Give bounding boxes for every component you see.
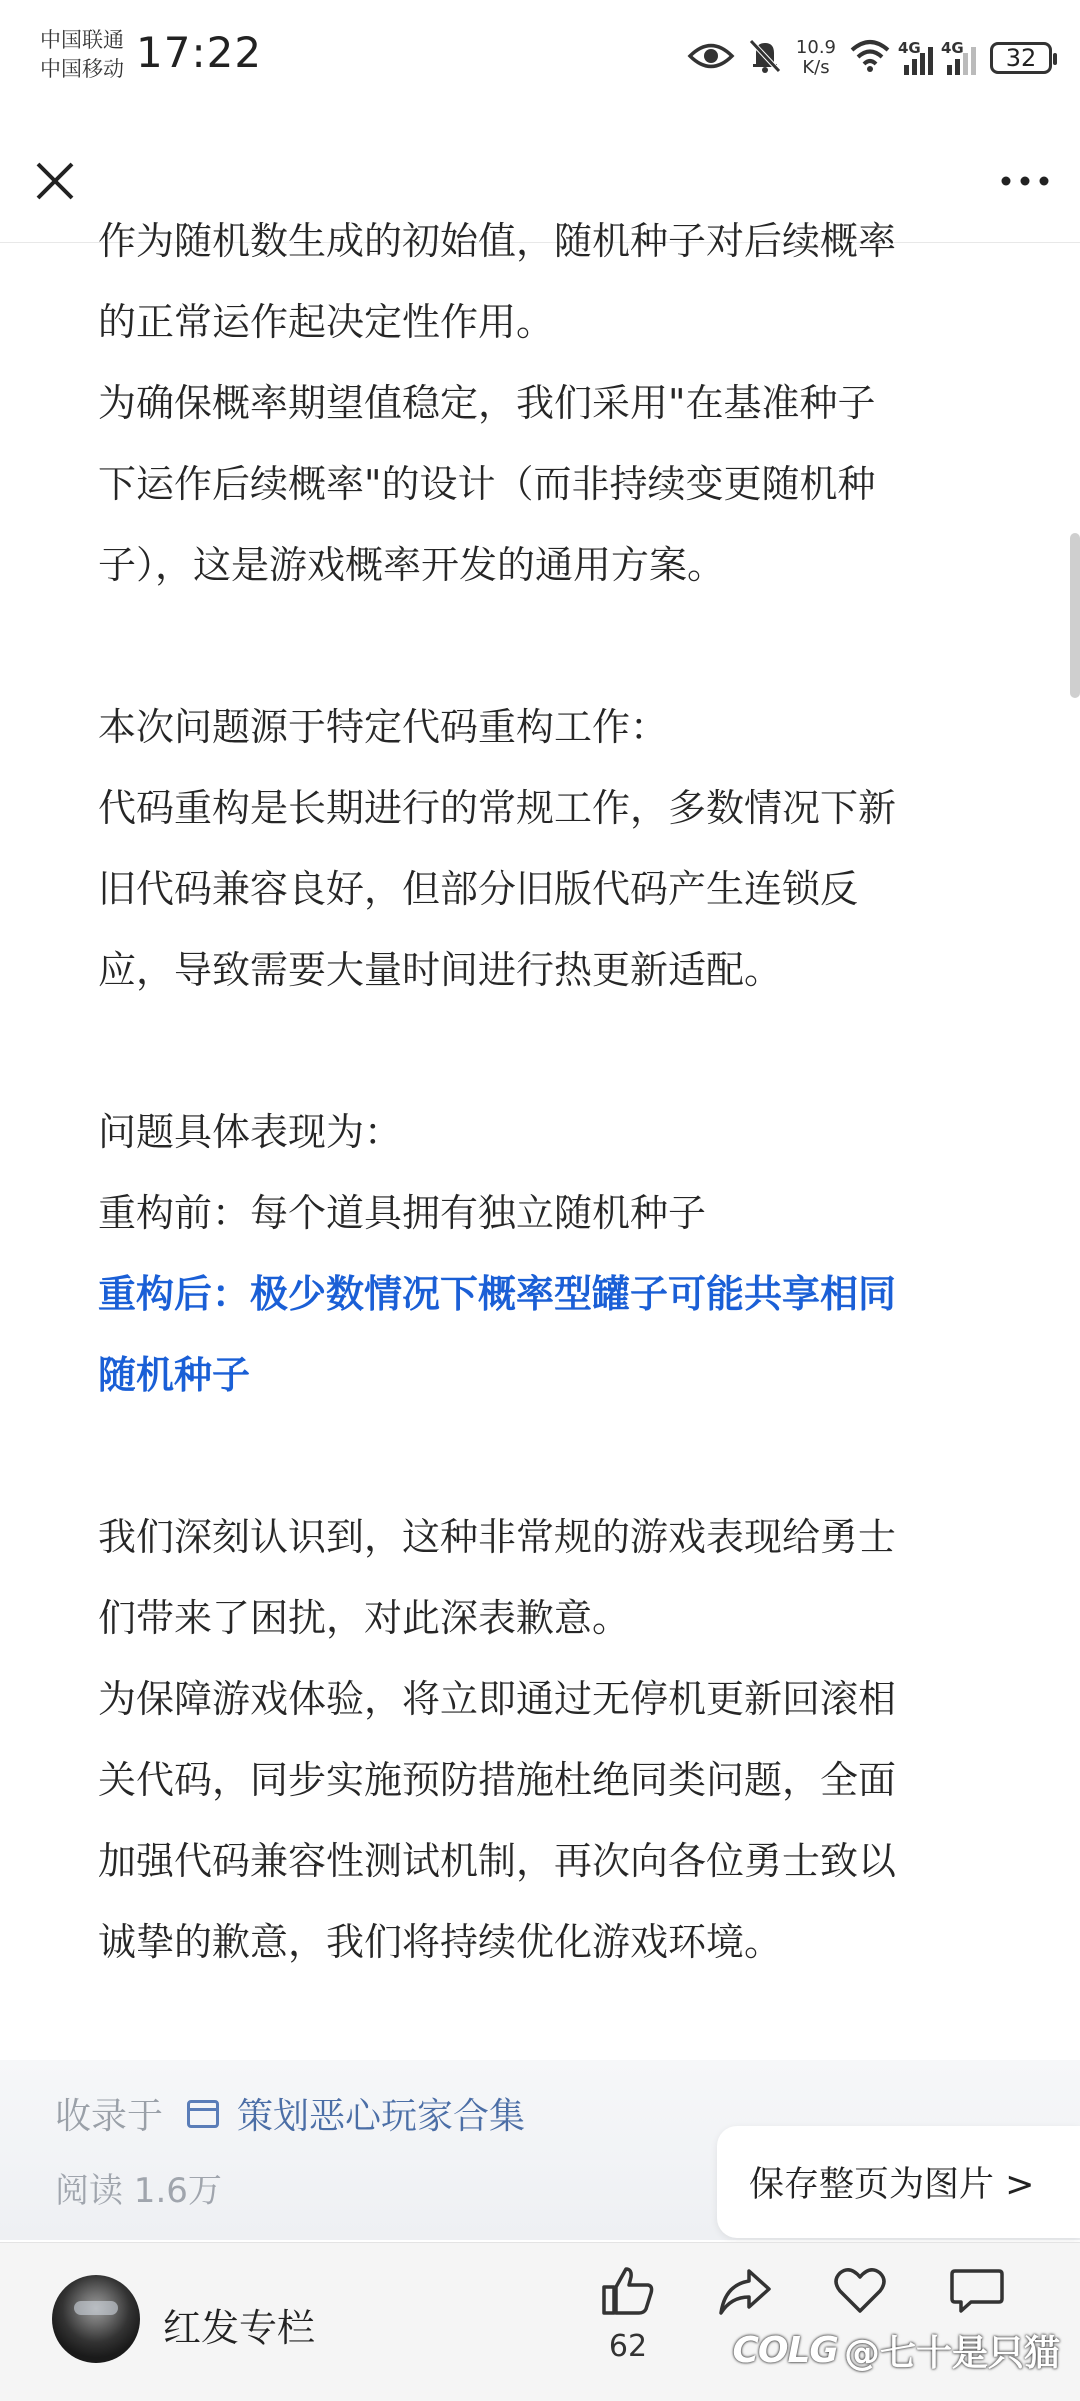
wifi-icon	[850, 40, 890, 76]
article-line: 为确保概率期望值稳定，我们采用"在基准种子	[98, 381, 876, 425]
watermark-logo: COLG	[732, 2330, 838, 2371]
article-line: 诚挚的歉意，我们将持续优化游戏环境。	[98, 1920, 783, 1964]
article-footer	[0, 2060, 1080, 2240]
net-speed-unit: K/s	[802, 57, 830, 78]
read-count: 阅读 1.6万	[55, 2171, 222, 2211]
comment-icon	[949, 2265, 1005, 2317]
battery-level: 32	[1005, 44, 1037, 72]
article-line: 随机种子	[98, 1353, 251, 1397]
share-icon	[717, 2265, 773, 2317]
signal-icon	[898, 39, 933, 75]
folder-icon	[187, 2100, 219, 2128]
article-line: 应，导致需要大量时间进行热更新适配。	[98, 948, 783, 992]
article-line: 加强代码兼容性测试机制，再次向各位勇士致以	[98, 1839, 897, 1883]
bottom-bar	[0, 2242, 1080, 2401]
avatar[interactable]	[52, 2275, 140, 2363]
article-line: 子），这是游戏概率开发的通用方案。	[98, 543, 726, 587]
article-line: 重构前：每个道具拥有独立随机种子	[98, 1191, 707, 1235]
more-icon	[994, 150, 1056, 212]
collection-link[interactable]: 策划恶心玩家合集	[237, 2096, 526, 2137]
eye-icon	[688, 41, 734, 75]
article-line: 为保障游戏体验，将立即通过无停机更新回滚相	[98, 1677, 897, 1721]
carrier-2: 中国移动	[40, 57, 124, 81]
paragraph-gap	[98, 1416, 982, 1497]
like-count: 62	[608, 2329, 648, 2364]
article-line: 下运作后续概率"的设计（而非持续变更随机种	[98, 462, 876, 506]
battery-icon	[990, 42, 1052, 74]
article-line: 们带来了困扰，对此深表歉意。	[98, 1596, 631, 1640]
article-line: 代码重构是长期进行的常规工作，多数情况下新	[98, 786, 897, 830]
like-button[interactable]	[588, 2265, 668, 2385]
close-button[interactable]	[24, 150, 86, 212]
article-text	[98, 201, 982, 1983]
watermark	[732, 2325, 1060, 2376]
collection-row[interactable]	[55, 2088, 525, 2139]
status-bar	[0, 0, 1080, 120]
paragraph-gap	[98, 1011, 982, 1092]
scrollbar[interactable]	[1070, 533, 1080, 698]
collected-prefix: 收录于	[55, 2096, 164, 2137]
article-line: 重构后：极少数情况下概率型罐子可能共享相同	[98, 1272, 897, 1316]
heart-icon	[832, 2265, 888, 2317]
article-line: 本次问题源于特定代码重构工作：	[98, 705, 669, 749]
mute-bell-icon	[748, 38, 782, 78]
article-line: 问题具体表现为：	[98, 1110, 403, 1154]
signal-icon	[941, 39, 976, 75]
watermark-text: @七十是只猫	[843, 2333, 1060, 2374]
sim1-network-label: 4G	[898, 39, 921, 57]
save-page-as-image-button[interactable]: 保存整页为图片 >	[717, 2126, 1080, 2238]
paragraph-gap	[98, 606, 982, 687]
article-body[interactable]	[0, 219, 1080, 2073]
sim2-network-label: 4G	[941, 39, 964, 57]
net-speed-value: 10.9	[795, 37, 836, 58]
thumbs-up-icon	[600, 2265, 656, 2317]
close-icon	[24, 150, 86, 212]
article-line: 关代码，同步实施预防措施杜绝同类问题，全面	[98, 1758, 897, 1802]
clock: 17:22	[136, 28, 263, 77]
carrier-labels	[40, 26, 124, 84]
article-line: 旧代码兼容良好，但部分旧版代码产生连锁反	[98, 867, 859, 911]
article-line: 的正常运作起决定性作用。	[98, 300, 555, 344]
net-speed	[796, 38, 836, 78]
article-line: 我们深刻认识到，这种非常规的游戏表现给勇士	[98, 1515, 897, 1559]
author-name[interactable]: 红发专栏	[163, 2306, 316, 2350]
more-button[interactable]	[994, 150, 1056, 212]
carrier-1: 中国联通	[40, 28, 124, 52]
status-icons	[688, 34, 1052, 82]
article-line: 作为随机数生成的初始值，随机种子对后续概率	[98, 219, 897, 263]
